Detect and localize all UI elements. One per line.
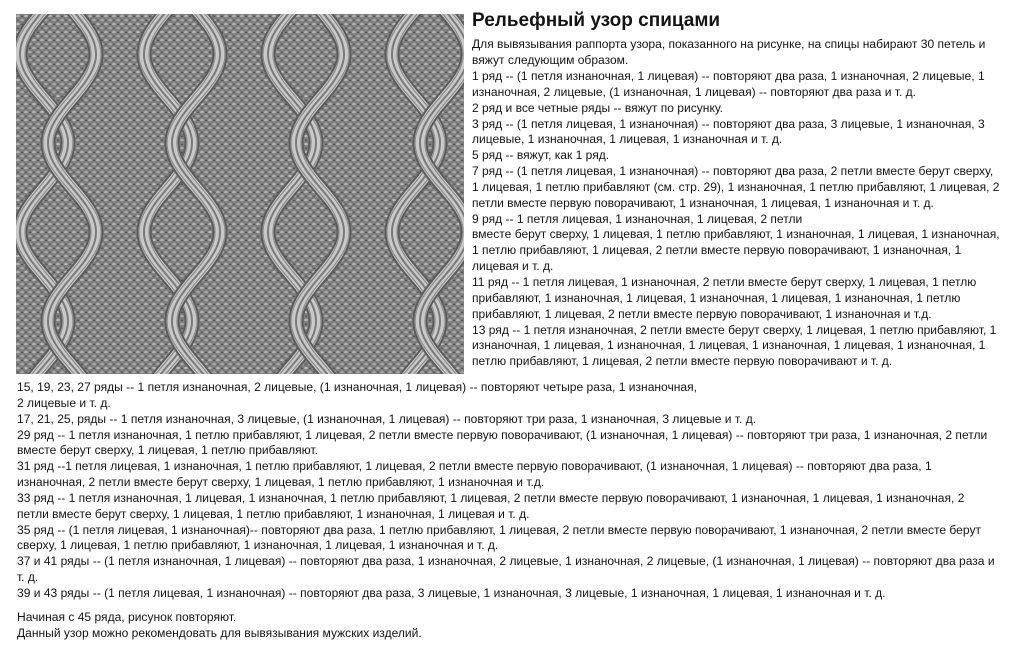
row-instruction-line: изнаночная, 2 лицевые, (1 изнаночная, 1 лицевая) -- повторяют два раза и т. д. <box>472 84 917 99</box>
row-instruction-line: 5 ряд -- вяжут, как 1 ряд. <box>472 148 610 163</box>
row-instruction-line: т. д. <box>17 570 39 585</box>
row-instruction-line: 35 ряд -- (1 петля лицевая, 1 изнаночная)-- повторяют два раза, 1 петлю прибавляют, 1 лицевая, 2 петли вместе первую поворачивают, 1 изнаночная, 2 петли вместе берут <box>17 522 981 537</box>
row-instruction-line: 9 ряд -- 1 петля лицевая, 1 изнаночная, 1 лицевая, 2 петли <box>472 211 803 226</box>
closing-notes <box>17 610 422 642</box>
closing-line: Данный узор можно рекомендовать для вывязывания мужских изделий. <box>17 625 422 640</box>
closing-line: Начиная с 45 ряда, рисунок повторяют. <box>17 610 237 624</box>
row-instruction-line: вместе берут сверху, 1 лицевая, 1 петлю прибавляют, 1 изнаночная, 1 лицевая, 1 изнаночная, <box>472 227 1000 242</box>
row-instruction-line: лицевая и т. д. <box>472 259 554 274</box>
row-instruction-line: 1 ряд -- (1 петля изнаночная, 1 лицевая) -- повторяют два раза, 1 изнаночная, 2 лицевые, 1 <box>472 69 985 83</box>
row-instruction-line: прибавляют, 1 изнаночная, 1 лицевая, 1 изнаночная, 1 лицевая, 1 изнаночная, 1 петлю <box>472 290 961 305</box>
row-instruction-line: 3 ряд -- (1 петля лицевая, 1 изнаночная) -- повторяют два раза, 3 лицевые, 1 изнаночная, 3 <box>472 116 985 131</box>
row-instruction-line: 11 ряд -- 1 петля лицевая, 1 изнаночная, 2 петли вместе берут сверху, 1 лицевая, 1 петлю <box>472 274 977 289</box>
row-instruction-line: 39 и 43 ряды -- (1 петля лицевая, 1 изнаночная) -- повторяют два раза, 3 лицевые, 1 изнаночная, 3 лицевые, 1 изнаночная, 1 лицевая, 1 изнаночная и т. д. <box>17 585 886 600</box>
row-instructions-bottom <box>17 380 995 602</box>
row-instruction-line: вместе берут сверху, 1 лицевая, 1 петлю прибавляют. <box>17 443 318 458</box>
row-instruction-line: 33 ряд -- 1 петля изнаночная, 1 лицевая, 1 изнаночная, 1 петлю прибавляют, 1 лицевая, 2 петли вместе первую поворачивают, 1 изнаночная, 1 лицевая, 1 изнаночная, 2 <box>17 490 965 505</box>
row-instruction-line: 7 ряд -- (1 петля лицевая, 1 изнаночная) -- повторяют два раза, 2 петли вместе берут сверху, <box>472 164 994 179</box>
knitting-pattern-image <box>16 14 464 374</box>
row-instruction-line: 2 лицевые и т. д. <box>17 395 111 410</box>
row-instruction-line: 13 ряд -- 1 петля изнаночная, 2 петли вместе берут сверху, 1 лицевая, 1 петлю прибавляют, 1 <box>472 322 997 337</box>
intro-paragraph <box>472 37 985 69</box>
knitting-pattern-photo <box>16 14 464 374</box>
row-instruction-line: 2 ряд и все четные ряды -- вяжут по рисунку. <box>472 100 724 115</box>
intro-line: Для вывязывания раппорта узора, показанного на рисунке, на спицы набирают 30 петель и <box>472 37 986 51</box>
row-instruction-line: прибавляют, 1 лицевая, 2 петли вместе первую поворачивают, 1 изнаночная и т.д. <box>472 306 932 321</box>
row-instruction-line: 29 ряд -- 1 петля изнаночная, 1 петлю прибавляют, 1 лицевая, 2 петли вместе первую поворачивают, (1 изнаночная, 1 лицевая) -- повторяют три раза, 1 изнаночная, 2 петли <box>17 427 988 442</box>
row-instruction-line: лицевые, 1 изнаночная, 1 лицевая, 1 изнаночная и т. д. <box>472 132 783 147</box>
row-instructions-right <box>472 69 1000 370</box>
row-instruction-line: 1 лицевая, 1 петлю прибавляют (см. стр. 29), 1 изнаночная, 1 петлю прибавляют, 1 лицевая, 2 <box>472 179 1000 194</box>
row-instruction-line: 17, 21, 25, ряды -- 1 петля изнаночная, 3 лицевые, (1 изнаночная, 1 лицевая) -- повторяют три раза, 1 изнаночная, 3 лицевые и т. д. <box>17 411 757 426</box>
row-instruction-line: 37 и 41 ряды -- (1 петля изнаночная, 1 лицевая) -- повторяют два раза, 1 изнаночная, 2 лицевые, 1 изнаночная, 2 лицевые, (1 изнаночная, 1 лицевая) -- повторяют два раза и <box>17 554 995 569</box>
row-instruction-line: 15, 19, 23, 27 ряды -- 1 петля изнаночная, 2 лицевые, (1 изнаночная, 1 лицевая) -- повторяют четыре раза, 1 изнаночная, <box>17 380 697 394</box>
row-instruction-line: изнаночная, 1 лицевая, 1 изнаночная, 1 лицевая, 1 изнаночная, 1 лицевая, 1 изнаночная, 1 <box>472 338 986 353</box>
row-instruction-line: 1 петлю прибавляют, 1 лицевая, 2 петли вместе первую поворачивают, 1 изнаночная, 1 <box>472 243 962 258</box>
page-title: Рельефный узор спицами <box>472 10 721 31</box>
row-instruction-line: изнаночная, 2 петли вместе берут сверху, 1 лицевая, 1 петлю прибавляют, 1 изнаночная и т.д. <box>17 475 545 490</box>
row-instruction-line: 31 ряд --1 петля лицевая, 1 изнаночная, 1 петлю прибавляют, 1 лицевая, 2 петли вместе первую поворачивают, (1 изнаночная, 1 лицевая) -- повторяют два раза, 1 <box>17 459 932 474</box>
row-instruction-line: петлю прибавляют, 1 лицевая, 2 петли вместе первую поворачивают и т. д. <box>472 354 893 369</box>
row-instruction-line: петли вместе берут сверху, 1 лицевая, 1 петлю прибавляют, 1 изнаночная, 1 лицевая и т. д. <box>17 506 530 521</box>
intro-line: вяжут следующим образом. <box>472 52 629 67</box>
row-instruction-line: сверху, 1 лицевая, 1 петлю прибавляют, 1 изнаночная, 1 лицевая, 1 изнаночная и т. д. <box>17 538 499 553</box>
row-instruction-line: петли вместе первую поворачивают, 1 изнаночная, 1 лицевая, 1 изнаночная и т. д. <box>472 195 934 210</box>
